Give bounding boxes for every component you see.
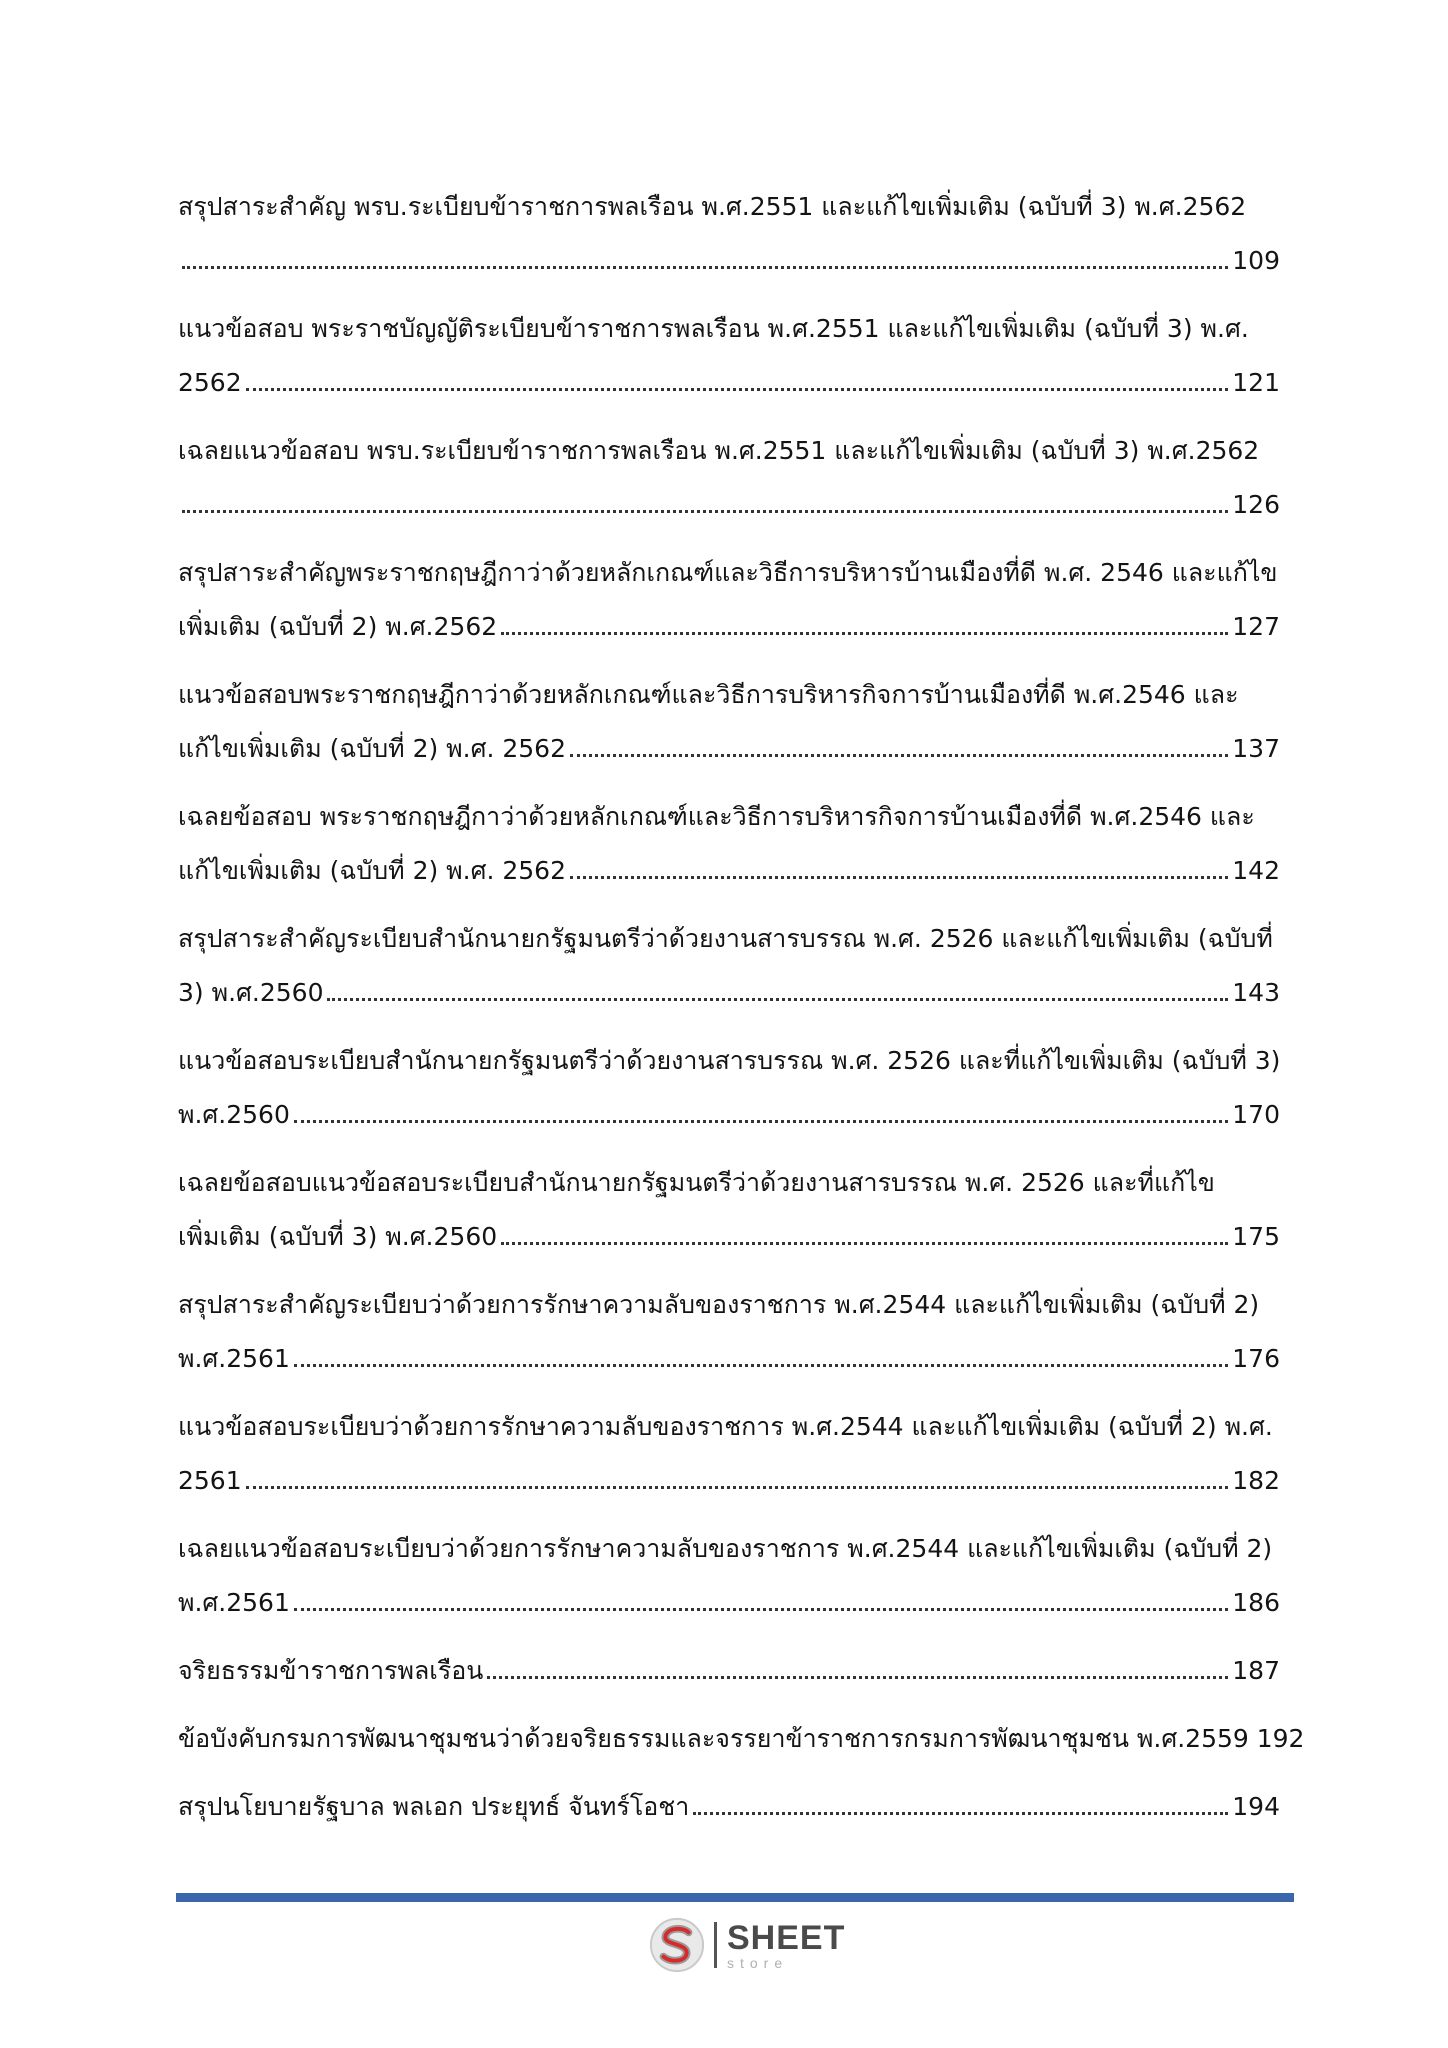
toc-entry-title: แนวข้อสอบระเบียบสำนักนายกรัฐมนตรีว่าด้วยงานสารบรรณ พ.ศ. 2526 และที่แก้ไขเพิ่มเติม (ฉบับที่ 3) — [178, 1046, 1281, 1075]
dot-leader — [693, 1812, 1228, 1815]
toc-entry-leader-line — [178, 1454, 1280, 1508]
dot-leader — [501, 632, 1228, 635]
toc-entry[interactable] — [178, 790, 1280, 898]
toc-entry-leader-line — [178, 1088, 1280, 1142]
toc-entry[interactable] — [178, 1034, 1280, 1142]
toc-entry-title: สรุปนโยบายรัฐบาล พลเอก ประยุทธ์ จันทร์โอชา — [178, 1792, 690, 1821]
toc-entry-page: 126 — [1232, 490, 1280, 519]
toc-entry-page: 121 — [1232, 368, 1280, 397]
toc-entry-leader-line — [178, 478, 1280, 532]
toc-entry-page: 127 — [1232, 612, 1280, 641]
dot-leader — [294, 1608, 1228, 1611]
toc-entry-title: แนวข้อสอบ พระราชบัญญัติระเบียบข้าราชการพลเรือน พ.ศ.2551 และแก้ไขเพิ่มเติม (ฉบับที่ 3) พ.ศ. — [178, 314, 1249, 343]
toc-entry-title: สรุปสาระสำคัญพระราชกฤษฎีกาว่าด้วยหลักเกณฑ์และวิธีการบริหารบ้านเมืองที่ดี พ.ศ. 2546 และแก้ไข — [178, 558, 1278, 587]
dot-leader — [182, 266, 1228, 269]
toc-entry-title: สรุปสาระสำคัญ พรบ.ระเบียบข้าราชการพลเรือน พ.ศ.2551 และแก้ไขเพิ่มเติม (ฉบับที่ 3) พ.ศ.2562 — [178, 192, 1247, 221]
toc-entry-title: สรุปสาระสำคัญระเบียบสำนักนายกรัฐมนตรีว่าด้วยงานสารบรรณ พ.ศ. 2526 และแก้ไขเพิ่มเติม (ฉบับที่ — [178, 924, 1273, 953]
dot-leader — [327, 998, 1228, 1001]
toc-entry[interactable] — [178, 302, 1280, 410]
toc-entry-leader-line — [178, 234, 1280, 288]
sheet-store-s-logo-icon — [648, 1916, 706, 1974]
logo-brand: SHEET — [727, 1918, 846, 1957]
table-of-contents — [178, 180, 1305, 1848]
dot-leader — [182, 510, 1228, 513]
toc-entry-title: สรุปสาระสำคัญระเบียบว่าด้วยการรักษาความลับของราชการ พ.ศ.2544 และแก้ไขเพิ่มเติม (ฉบับที่ 2) — [178, 1290, 1260, 1319]
sheet-store-logo — [648, 1912, 845, 1978]
toc-entry-leader-line — [178, 1332, 1280, 1386]
dot-leader — [246, 388, 1229, 391]
toc-entry-leader-line — [178, 1780, 1280, 1834]
toc-entry-title: แนวข้อสอบพระราชกฤษฎีกาว่าด้วยหลักเกณฑ์และวิธีการบริหารกิจการบ้านเมืองที่ดี พ.ศ.2546 และ — [178, 680, 1239, 709]
toc-entry[interactable] — [178, 1780, 1280, 1834]
toc-entry-leader-line — [178, 1210, 1280, 1264]
toc-entry-title-cont: 3) พ.ศ.2560 — [178, 978, 324, 1007]
toc-entry-title-cont: เพิ่มเติม (ฉบับที่ 2) พ.ศ.2562 — [178, 612, 498, 641]
toc-entry-title-cont: 2562 — [178, 368, 242, 397]
toc-entry-leader-line — [178, 1576, 1280, 1630]
toc-entry[interactable] — [178, 1156, 1280, 1264]
toc-entry-leader-line — [178, 966, 1280, 1020]
toc-entry-page: 109 — [1232, 246, 1280, 275]
toc-entry[interactable] — [178, 1644, 1280, 1698]
toc-entry-page: 175 — [1232, 1222, 1280, 1251]
dot-leader — [246, 1486, 1229, 1489]
toc-entry-leader-line — [178, 844, 1280, 898]
toc-entry[interactable] — [178, 668, 1280, 776]
toc-entry-page: 170 — [1232, 1100, 1280, 1129]
dot-leader — [570, 876, 1228, 879]
logo-brand-sub: store — [727, 1954, 789, 1971]
toc-entry-title-cont: แก้ไขเพิ่มเติม (ฉบับที่ 2) พ.ศ. 2562 — [178, 856, 566, 885]
toc-entry-title-cont: เพิ่มเติม (ฉบับที่ 3) พ.ศ.2560 — [178, 1222, 498, 1251]
toc-entry-page: 182 — [1232, 1466, 1280, 1495]
logo-text — [727, 1918, 846, 1971]
dot-leader — [501, 1242, 1228, 1245]
toc-entry[interactable] — [178, 1712, 1305, 1766]
toc-entry-title: เฉลยข้อสอบ พระราชกฤษฎีกาว่าด้วยหลักเกณฑ์และวิธีการบริหารกิจการบ้านเมืองที่ดี พ.ศ.2546 และ — [178, 802, 1255, 831]
toc-entry-leader-line — [178, 1644, 1280, 1698]
toc-entry[interactable] — [178, 1400, 1280, 1508]
toc-entry-leader-line — [178, 356, 1280, 410]
toc-entry-title: จริยธรรมข้าราชการพลเรือน — [178, 1656, 484, 1685]
footer-divider — [176, 1893, 1294, 1902]
toc-entry-title-cont: แก้ไขเพิ่มเติม (ฉบับที่ 2) พ.ศ. 2562 — [178, 734, 566, 763]
toc-entry-page: 187 — [1232, 1656, 1280, 1685]
toc-entry-title-cont: พ.ศ.2561 — [178, 1344, 290, 1373]
toc-entry-title-cont: พ.ศ.2560 — [178, 1100, 290, 1129]
toc-entry[interactable] — [178, 424, 1280, 532]
toc-entry-leader-line — [178, 722, 1280, 776]
toc-entry-page: 142 — [1232, 856, 1280, 885]
toc-entry-title-cont: 2561 — [178, 1466, 242, 1495]
toc-entry[interactable] — [178, 180, 1280, 288]
toc-entry-page: 194 — [1232, 1792, 1280, 1821]
toc-entry-title-cont: พ.ศ.2561 — [178, 1588, 290, 1617]
toc-entry-page: 143 — [1232, 978, 1280, 1007]
toc-entry-title: แนวข้อสอบระเบียบว่าด้วยการรักษาความลับของราชการ พ.ศ.2544 และแก้ไขเพิ่มเติม (ฉบับที่ 2) พ.ศ. — [178, 1412, 1273, 1441]
toc-entry[interactable] — [178, 912, 1280, 1020]
toc-entry-title: เฉลยข้อสอบแนวข้อสอบระเบียบสำนักนายกรัฐมนตรีว่าด้วยงานสารบรรณ พ.ศ. 2526 และที่แก้ไข — [178, 1168, 1215, 1197]
dot-leader — [570, 754, 1228, 757]
dot-leader — [487, 1676, 1228, 1679]
toc-entry-title: เฉลยแนวข้อสอบ พรบ.ระเบียบข้าราชการพลเรือน พ.ศ.2551 และแก้ไขเพิ่มเติม (ฉบับที่ 3) พ.ศ.2562 — [178, 436, 1260, 465]
toc-entry-leader-line — [178, 1712, 1305, 1766]
toc-entry-page: 186 — [1232, 1588, 1280, 1617]
toc-entry-page: 176 — [1232, 1344, 1280, 1373]
toc-entry-leader-line — [178, 600, 1280, 654]
toc-entry-page: 137 — [1232, 734, 1280, 763]
dot-leader — [294, 1120, 1228, 1123]
dot-leader — [294, 1364, 1228, 1367]
toc-entry-title: ข้อบังคับกรมการพัฒนาชุมชนว่าด้วยจริยธรรมและจรรยาข้าราชการกรมการพัฒนาชุมชน พ.ศ.2559 192 — [178, 1724, 1305, 1753]
logo-separator — [714, 1922, 717, 1968]
toc-entry-title: เฉลยแนวข้อสอบระเบียบว่าด้วยการรักษาความลับของราชการ พ.ศ.2544 และแก้ไขเพิ่มเติม (ฉบับที่ 2) — [178, 1534, 1273, 1563]
toc-entry[interactable] — [178, 546, 1280, 654]
toc-entry[interactable] — [178, 1522, 1280, 1630]
toc-entry[interactable] — [178, 1278, 1280, 1386]
